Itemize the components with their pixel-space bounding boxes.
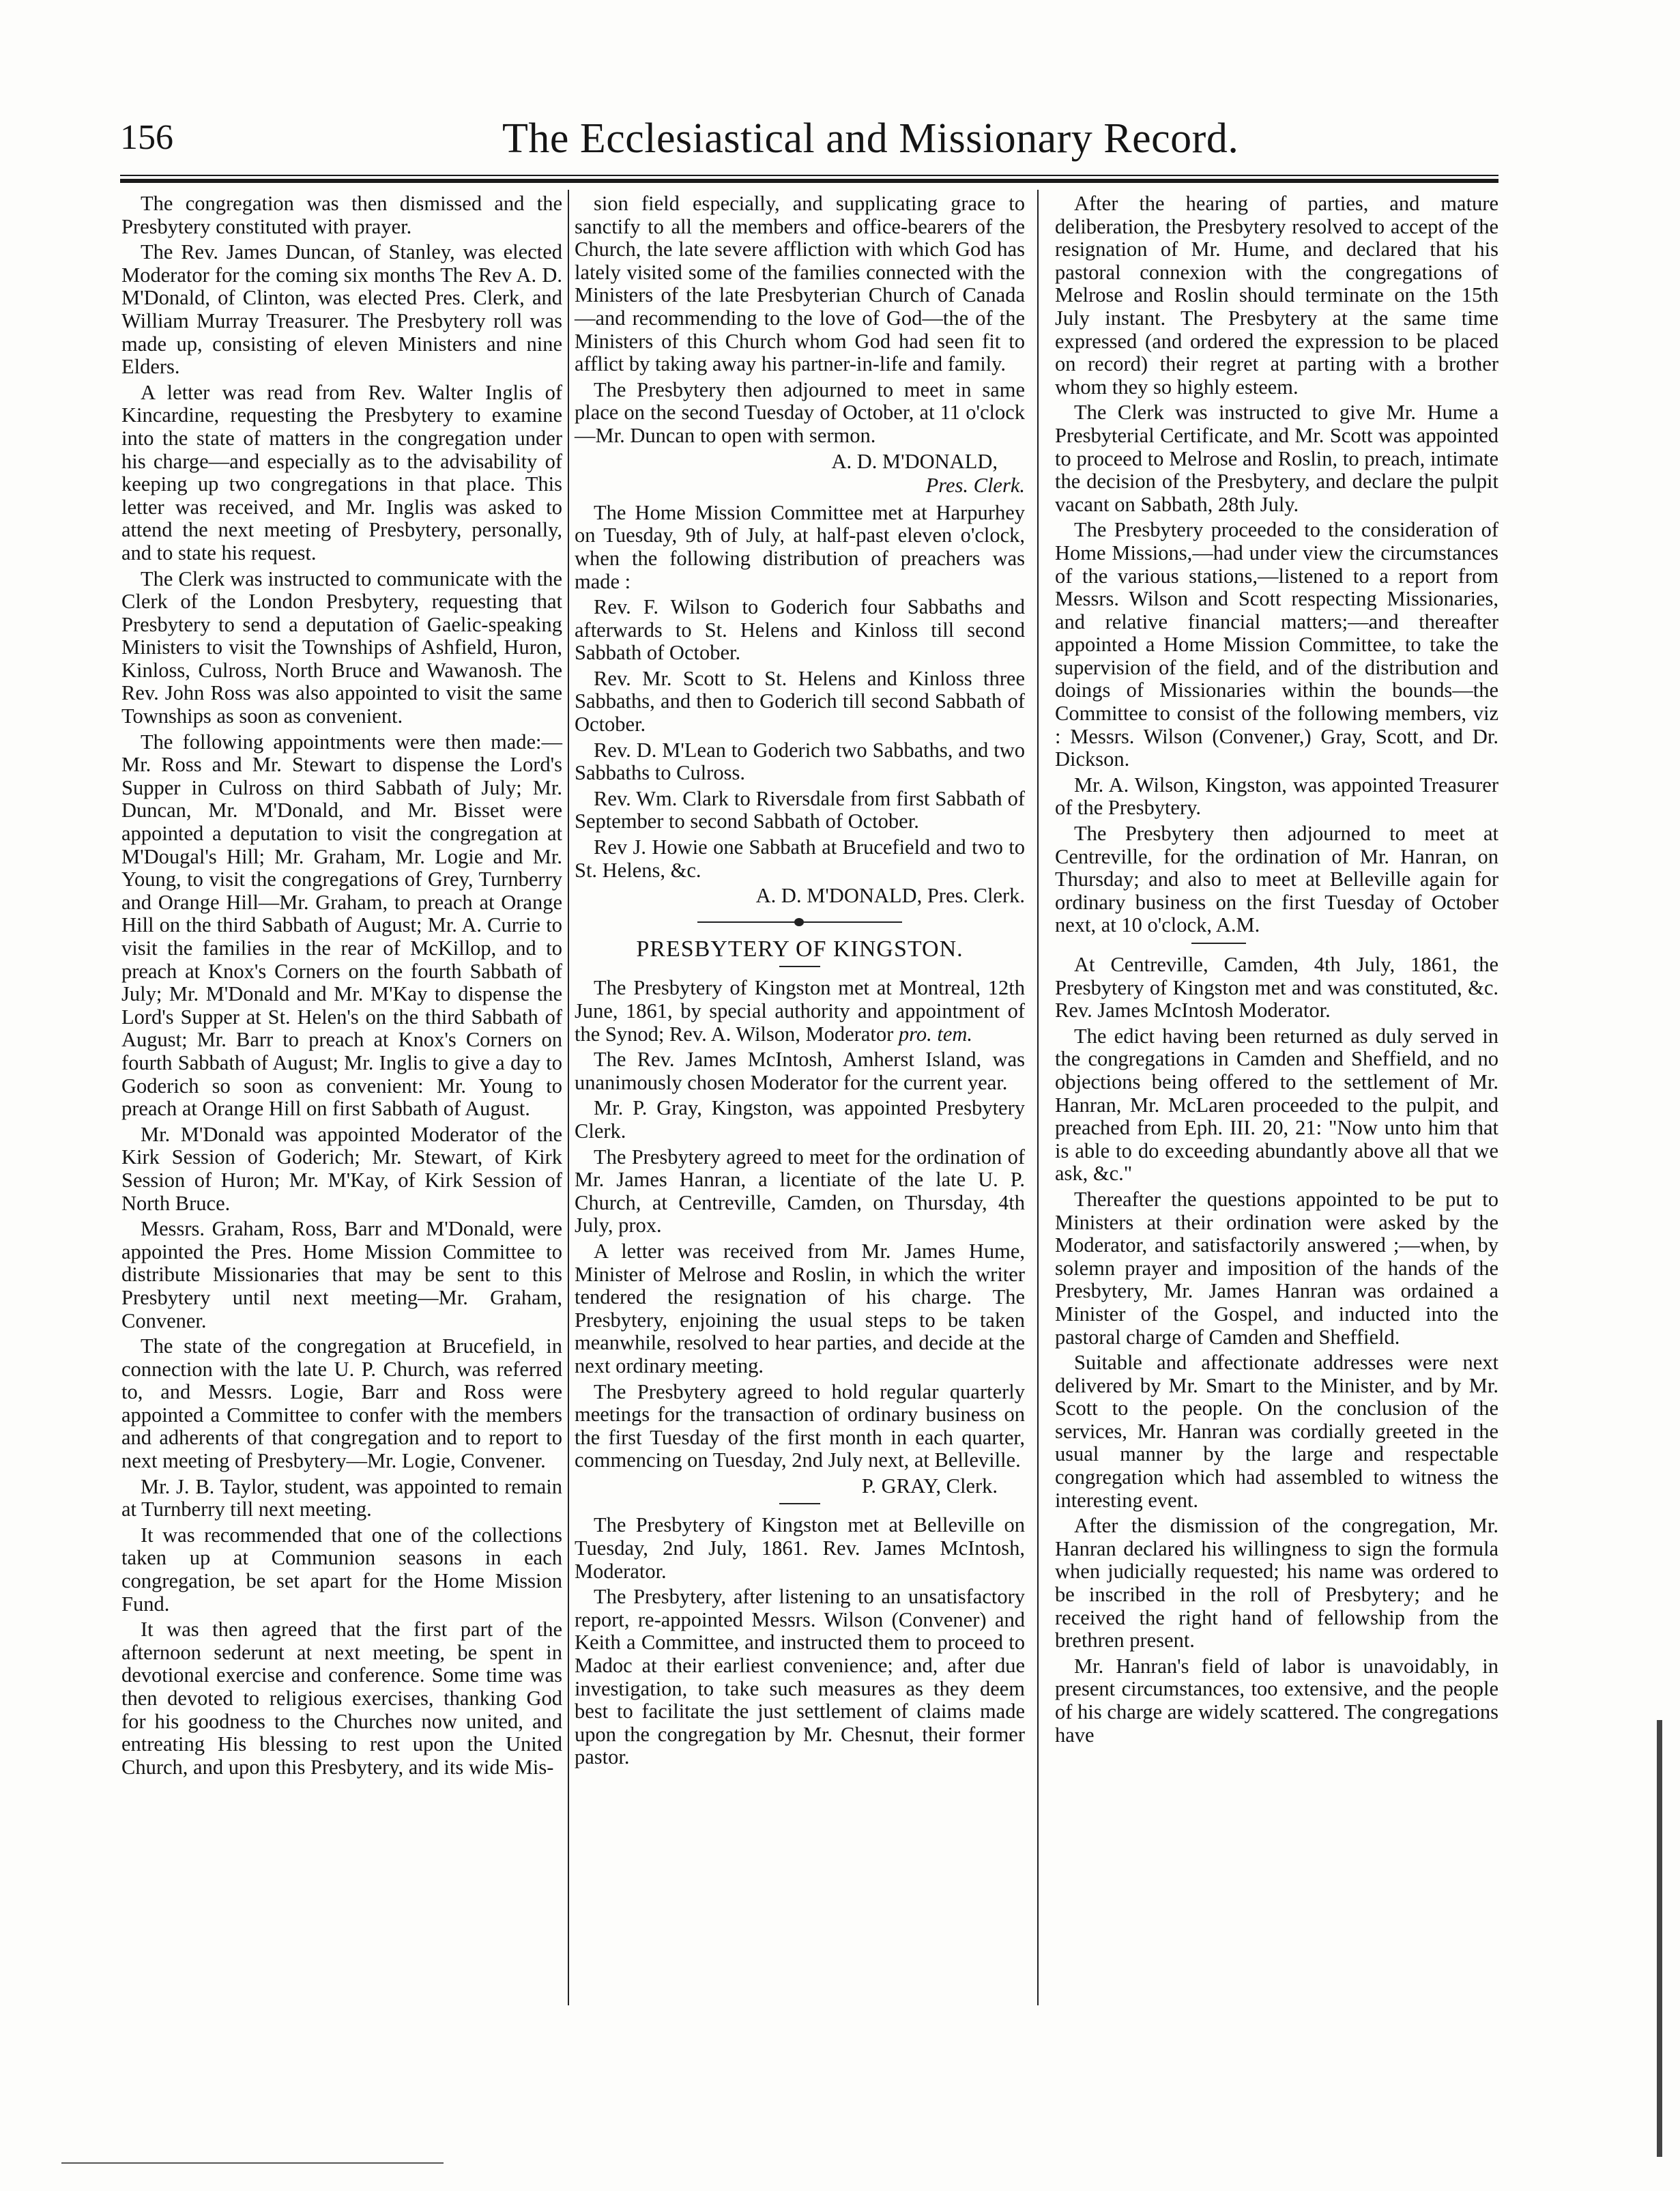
paragraph: After the hearing of parties, and mature deliberation, the Presbytery resolved to accept of the resignation of Mr. Hume, and declared that his pastoral connexion with the congregations of Melrose and Roslin should terminate on the 15th July instant. The Presbytery at the same time expressed (and ordered the expression to be placed on record) their regret at parting with a brother whom they so highly esteem. <box>1055 192 1498 399</box>
paragraph: It was then agreed that the first part of the afternoon sederunt at next meeting, be spent in devotional exercise and conference. Some time was then devoted to religious exercises, thanking God for his goodness to the Churches now united, and entreating His blessing to rest upon the United Church, and upon this Presbytery, and its wide Mis- <box>121 1618 562 1779</box>
paragraph: Rev J. Howie one Sabbath at Brucefield and two to St. Helens, &c. <box>575 835 1025 882</box>
paragraph: The state of the congregation at Brucefield, in connection with the late U. P. Church, was referred to, and Messrs. Logie, Barr and Ross were appointed a Committee to confer with the members and adherents of that congregation and to report to next meeting of Presbytery—Mr. Logie, Convener. <box>121 1334 562 1473</box>
paragraph: Thereafter the questions appointed to be put to Ministers at their ordination were asked by the Moderator, and satisfactorily answered ;—when, by solemn prayer and imposition of the hands of the Presbytery, Mr. James Hanran was ordained a Minister of the Gospel, and inducted into the pastoral charge of Camden and Sheffield. <box>1055 1187 1498 1349</box>
column-3 <box>1055 192 1498 1749</box>
paragraph: Rev. D. M'Lean to Goderich two Sabbaths, and two Sabbaths to Culross. <box>575 738 1025 785</box>
paragraph: The Presbytery then adjourned to meet at Centreville, for the ordination of Mr. Hanran, on Thursday; and also to meet at Belleville again for ordinary business on the first Tuesday of October next, at 10 o'clock, A.M. <box>1055 822 1498 937</box>
section-rule <box>1191 943 1246 944</box>
column-divider <box>568 190 569 2005</box>
paragraph: The Clerk was instructed to give Mr. Hume a Presbyterial Certificate, and Mr. Scott was appointed to proceed to Melrose and Roslin, to preach, intimate the decision of the Presbytery, and declare the pulpit vacant on Sabbath, 28th July. <box>1055 401 1498 516</box>
section-heading: PRESBYTERY OF KINGSTON. <box>636 936 964 962</box>
heading-rule <box>779 966 820 967</box>
paragraph: Mr. M'Donald was appointed Moderator of the Kirk Session of Goderich; Mr. Stewart, of Kirk Session of Huron; Mr. M'Kay, of Kirk Session of North Bruce. <box>121 1122 562 1215</box>
paragraph: Rev. Mr. Scott to St. Helens and Kinloss three Sabbaths, and then to Goderich till second Sabbath of October. <box>575 666 1025 736</box>
paragraph: The following appointments were then made:—Mr. Ross and Mr. Stewart to dispense the Lord's Supper in Culross on third Sabbath of July; Mr. Duncan, Mr. M'Donald, and Mr. Bisset were appointed a deputation to visit the congregation at M'Dougal's Hill; Mr. Graham, Mr. Logie and Mr. Young, to visit the congregations of Grey, Turnberry and Orange Hill—Mr. Graham, to preach at Orange Hill on the third Sabbath of August; Mr. A. Currie to visit the families in the rear of McKillop, and to preach at Knox's Corners on the fourth Sabbath of July; Mr. M'Donald and Mr. M'Kay to dispense the Lord's Supper at St. Helen's on the third Sabbath of August; Mr. Barr to preach at Knox's Corners on fourth Sabbath of August; Mr. Inglis to give a day to Goderich so soon as convenient: Mr. Young to preach at Orange Hill on first Sabbath of August. <box>121 730 562 1121</box>
signature-name: A. D. M'DONALD, <box>831 449 998 473</box>
footer-rule <box>61 2162 444 2164</box>
page-edge-mark <box>1657 1720 1662 2157</box>
paragraph: A letter was read from Rev. Walter Inglis of Kincardine, requesting the Presbytery to examine into the state of matters in the congregation under his charge—and especially as to the advisability of keeping up two congregations in that place. This letter was received, and Mr. Inglis was asked to attend the next meeting of Presbytery, personally, and to state his request. <box>121 380 562 564</box>
paragraph: At Centreville, Camden, 4th July, 1861, the Presbytery of Kingston met and was constituted, &c. Rev. James McIntosh Moderator. <box>1055 953 1498 1022</box>
paragraph: Mr. Hanran's field of labor is unavoidably, in present circumstances, too extensive, and the people of his charge are widely scattered. The congregations have <box>1055 1654 1498 1747</box>
paragraph: Suitable and affectionate addresses were next delivered by Mr. Smart to the Minister, and by Mr. Scott to the people. On the conclusion of the services, Mr. Hanran was cordially greeted in the usual manner by the large and respectable congregation which had assembled to witness the interesting event. <box>1055 1351 1498 1512</box>
section-ornament <box>697 917 902 927</box>
page-header <box>120 115 1498 176</box>
running-title: The Ecclesiastical and Missionary Record. <box>502 115 1239 162</box>
paragraph: After the dismission of the congregation, Mr. Hanran declared his willingness to sign the formula when judicially requested; his name was ordered to be inscribed in the roll of Presbytery; and he received the right hand of fellowship from the brethren present. <box>1055 1514 1498 1652</box>
paragraph: sion field especially, and supplicating grace to sanctify to all the members and office-bearers of the Church, the late severe affliction with which God has lately visited some of the families connected with the Ministers of the late Presbyterian Church of Canada—and recommending to the love of God—the of the Ministers of this Church whom God had seen fit to afflict by taking away his partner-in-life and family. <box>575 192 1025 376</box>
paragraph: Rev. F. Wilson to Goderich four Sabbaths and afterwards to St. Helens and Kinloss till second Sabbath of October. <box>575 595 1025 665</box>
paragraph: Mr. A. Wilson, Kingston, was appointed Treasurer of the Presbytery. <box>1055 773 1498 820</box>
section-rule <box>779 1503 820 1504</box>
paragraph: Mr. J. B. Taylor, student, was appointed to remain at Turnberry till next meeting. <box>121 1474 562 1521</box>
paragraph: The congregation was then dismissed and the Presbytery constituted with prayer. <box>121 192 562 238</box>
paragraph: Rev. Wm. Clark to Riversdale from first Sabbath of September to second Sabbath of October. <box>575 786 1025 833</box>
paragraph: The Presbytery of Kingston met at Belleville on Tuesday, 2nd July, 1861. Rev. James McIntosh, Moderator. <box>575 1513 1025 1583</box>
paragraph: Mr. P. Gray, Kingston, was appointed Presbytery Clerk. <box>575 1096 1025 1143</box>
column-divider <box>1037 190 1039 2005</box>
paragraph: It was recommended that one of the collections taken up at Communion seasons in each congregation, be set apart for the Home Mission Fund. <box>121 1523 562 1616</box>
paragraph: The edict having been returned as duly served in the congregations in Camden and Sheffield, and no objections being offered to the settlement of Mr. Hanran, Mr. McLaren proceeded to the pulpit, and preached from Eph. III. 20, 21: "Now unto him that is able to do exceeding abundantly above all that we ask, &c." <box>1055 1024 1498 1186</box>
signature-title: Pres. Clerk. <box>925 474 1025 498</box>
signature: P. GRAY, Clerk. <box>861 1474 998 1498</box>
header-rule-thick <box>120 179 1498 183</box>
paragraph: The Clerk was instructed to communicate with the Clerk of the London Presbytery, requesting that Presbytery to send a deputation of Gaelic-speaking Ministers to visit the Townships of Ashfield, Huron, Kinloss, Culross, North Bruce and Wawanosh. The Rev. John Ross was also appointed to visit the same Townships as soon as convenient. <box>121 567 562 728</box>
paragraph: Messrs. Graham, Ross, Barr and M'Donald, were appointed the Pres. Home Mission Committee to distribute Missionaries that may be sent to this Presbytery until next meeting—Mr. Graham, Convener. <box>121 1217 562 1332</box>
signature: A. D. M'DONALD, Pres. Clerk. <box>755 884 1025 908</box>
paragraph: The Presbytery then adjourned to meet in same place on the second Tuesday of October, at 11 o'clock—Mr. Duncan to open with sermon. <box>575 377 1025 447</box>
paragraph: The Presbytery proceeded to the consideration of Home Missions,—had under view the circumstances of the various stations,—listened to a report from Messrs. Wilson and Scott respecting Missionaries, and relative financial matters;—and thereafter appointed a Home Mission Committee, to take the supervision of the field, and of the distribution and doings of Missionaries within the bounds—the Committee to consist of the following members, viz : Messrs. Wilson (Convener,) Gray, Scott, and Dr. Dickson. <box>1055 518 1498 771</box>
header-rule-thin <box>120 175 1498 176</box>
paragraph: The Presbytery, after listening to an unsatisfactory report, re-appointed Messrs. Wilson (Convener) and Keith a Committee, and instructed them to proceed to Madoc at their earliest convenience; and, after due investigation, to take such measures as they deem best to facilitate the just settlement of claims made upon the congregation by Mr. Chesnut, their former pastor. <box>575 1585 1025 1769</box>
column-1 <box>121 192 562 1781</box>
paragraph: The Presbytery of Kingston met at Montreal, 12th June, 1861, by special authority and appointment of the Synod; Rev. A. Wilson, Moderator pro. tem. <box>575 976 1025 1046</box>
paragraph: A letter was received from Mr. James Hume, Minister of Melrose and Roslin, in which the writer tendered the resignation of his charge. The Presbytery, enjoining the usual steps to be taken meanwhile, resolved to hear parties, and decide at the next ordinary meeting. <box>575 1239 1025 1377</box>
paragraph: The Home Mission Committee met at Harpurhey on Tuesday, 9th of July, at half-past eleven o'clock, when the following distribution of preachers was made : <box>575 500 1025 593</box>
page-number: 156 <box>120 118 173 157</box>
paragraph: The Presbytery agreed to hold regular quarterly meetings for the transaction of ordinary business on the first Tuesday of the first month in each quarter, commencing on Tuesday, 2nd July next, at Belleville. <box>575 1379 1025 1472</box>
paragraph: The Rev. James Duncan, of Stanley, was elected Moderator for the coming six months The Rev A. D. M'Donald, of Clinton, was elected Pres. Clerk, and William Murray Treasurer. The Presbytery roll was made up, consisting of eleven Ministers and nine Elders. <box>121 240 562 379</box>
paragraph: The Presbytery agreed to meet for the ordination of Mr. James Hanran, a licentiate of the late U. P. Church, at Centreville, Camden, on Thursday, 4th July, prox. <box>575 1145 1025 1237</box>
column-2 <box>575 192 1025 1772</box>
paragraph: The Rev. James McIntosh, Amherst Island, was unanimously chosen Moderator for the current year. <box>575 1048 1025 1094</box>
